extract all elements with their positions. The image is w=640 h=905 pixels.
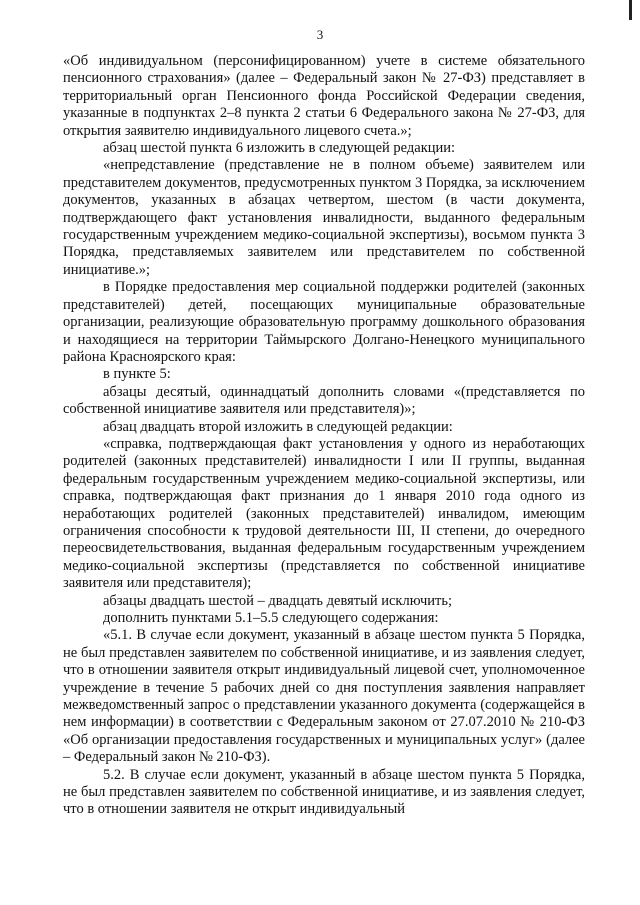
paragraph-12: 5.2. В случае если документ, указанный в абзаце шестом пункта 5 Порядка, не был представлен заявителем по собственной инициативе, и из заявления следует, что в отношении заявителя не открыт индивидуальный: [63, 766, 585, 818]
paragraph-4: в Порядке предоставления мер социальной поддержки родителей (законных представителей) детей, посещающих муниципальные образовательные организации, реализующие образовательную программу дошкольного образования и находящиеся на территории Таймырского Долгано-Ненецкого муниципального района Красноярского края:: [63, 279, 585, 365]
paragraph-1: «Об индивидуальном (персонифицированном) учете в системе обязательного пенсионного страхования» (далее – Федеральный закон № 27-ФЗ) представляет в территориальный орган Пенсионного фонда Российской Федерации сведения, указанные в подпунктах 2–8 пункта 2 статьи 6 Федерального закона № 27-ФЗ, для открытия заявителю индивидуального лицевого счета.»;: [63, 53, 585, 139]
paragraph-6: абзацы десятый, одиннадцатый дополнить словами «(представляется по собственной инициативе заявителя или представителя)»;: [63, 383, 585, 418]
document-body: [63, 53, 585, 819]
paragraph-3: «непредставление (представление не в полном объеме) заявителем или представителем документов, предусмотренных пунктом 3 Порядка, за исключением документов, указанных в абзацах четвертом, шестом (в части документа, подтверждающего факт установления инвалидности, выданного федеральным государственным учреждением медико-социальной экспертизы), восьмом пункта 3 Порядка, представляемых заявителем или представителем по собственной инициативе.»;: [63, 157, 585, 278]
paragraph-7: абзац двадцать второй изложить в следующей редакции:: [103, 418, 453, 435]
paragraph-5: в пункте 5:: [103, 366, 171, 383]
paragraph-8: «справка, подтверждающая факт установления у одного из неработающих родителей (законных представителей) инвалидности I или II группы, выданная федеральным государственным учреждением медико-социальной экспертизы, или справка, подтверждающая факт признания до 1 января 2010 года одного из неработающих родителей (законных представителей) инвалидом, имеющим ограничения способности к трудовой деятельности III, II степени, до очередного переосвидетельствования, выданная федеральным государственным учреждением медико-социальной экспертизы (представляется по собственной инициативе заявителя или представителя);: [63, 435, 585, 592]
page-edge-mark: [629, 0, 632, 20]
paragraph-9: абзацы двадцать шестой – двадцать девятый исключить;: [103, 592, 453, 609]
paragraph-11: «5.1. В случае если документ, указанный в абзаце шестом пункта 5 Порядка, не был представлен заявителем по собственной инициативе, и из заявления следует, что в отношении заявителя открыт индивидуальный лицевой счет, уполномоченное учреждение в течение 5 рабочих дней со дня поступления заявления направляет межведомственный запрос о представлении указанного документа (содержащейся в нем информации) в соответствии с Федеральным законом от 27.07.2010 № 210-ФЗ «Об организации предоставления государственных и муниципальных услуг» (далее – Федеральный закон № 210-ФЗ).: [63, 627, 585, 766]
page-number: 3: [316, 27, 324, 42]
paragraph-10: дополнить пунктами 5.1–5.5 следующего содержания:: [103, 610, 439, 626]
paragraph-2: абзац шестой пункта 6 изложить в следующей редакции:: [103, 140, 456, 157]
